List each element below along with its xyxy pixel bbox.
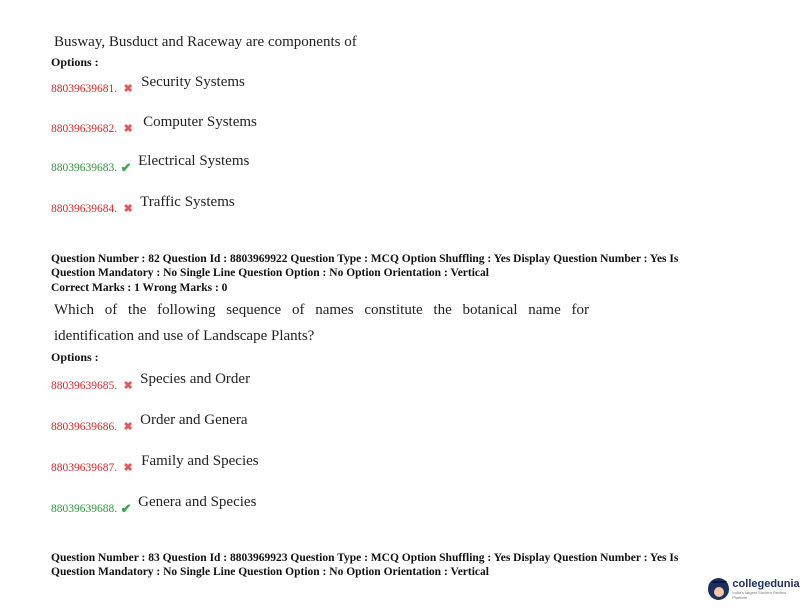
question-82-text-line-2: identification and use of Landscape Plants? (54, 328, 315, 344)
cross-icon: ✖ (123, 421, 133, 433)
option-text: Family and Species (141, 453, 259, 469)
option-row (51, 114, 257, 137)
option-row (51, 74, 245, 97)
cross-icon: ✖ (123, 83, 133, 95)
cross-icon: ✖ (123, 123, 133, 135)
option-row (51, 194, 235, 217)
option-text: Order and Genera (140, 412, 248, 428)
logo-tagline: India's largest Student Review Platform (732, 590, 787, 600)
question-83-meta-line-2: Question Mandatory : No Single Line Question Option : No Option Orientation : Vertical (51, 566, 489, 578)
option-id: 88039639681. (51, 82, 118, 95)
question-82-meta-line-1: Question Number : 82 Question Id : 8803969922 Question Type : MCQ Option Shuffling : Yes Display Question Number : Yes Is (51, 253, 679, 265)
question-82-marks: Correct Marks : 1 Wrong Marks : 0 (51, 282, 228, 294)
option-text: Electrical Systems (138, 153, 250, 169)
graduate-avatar-icon (708, 578, 729, 600)
question-83-meta-line-1: Question Number : 83 Question Id : 8803969923 Question Type : MCQ Option Shuffling : Yes Display Question Number : Yes Is (51, 552, 679, 564)
options-label: Options : (51, 55, 99, 69)
option-row (51, 494, 257, 517)
cross-icon: ✖ (123, 380, 133, 392)
option-row (51, 371, 251, 394)
logo-name: collegedunia (732, 578, 800, 590)
options-label: Options : (51, 350, 99, 364)
question-82-meta-line-2: Question Mandatory : No Single Line Question Option : No Option Orientation : Vertical (51, 267, 489, 279)
collegedunia-logo (708, 578, 800, 600)
option-row (51, 453, 259, 476)
option-id: 88039639683. (51, 161, 118, 174)
option-text: Genera and Species (138, 494, 257, 510)
option-row (51, 153, 250, 176)
option-row (51, 412, 248, 435)
check-icon: ✔ (120, 500, 132, 516)
option-text: Security Systems (141, 74, 245, 90)
option-id: 88039639688. (51, 502, 118, 515)
option-id: 88039639685. (51, 379, 118, 392)
option-id: 88039639686. (51, 420, 118, 433)
option-id: 88039639687. (51, 461, 118, 474)
question-82-text-line-1: Which of the following sequence of names constitute the botanical name for (54, 302, 589, 318)
option-id: 88039639682. (51, 122, 118, 135)
question-81-text: Busway, Busduct and Raceway are components of (54, 34, 357, 50)
option-text: Traffic Systems (140, 194, 235, 210)
cross-icon: ✖ (123, 462, 133, 474)
option-text: Species and Order (140, 371, 251, 387)
check-icon: ✔ (120, 159, 132, 175)
option-text: Computer Systems (143, 114, 257, 130)
option-id: 88039639684. (51, 202, 118, 215)
cross-icon: ✖ (123, 203, 133, 215)
